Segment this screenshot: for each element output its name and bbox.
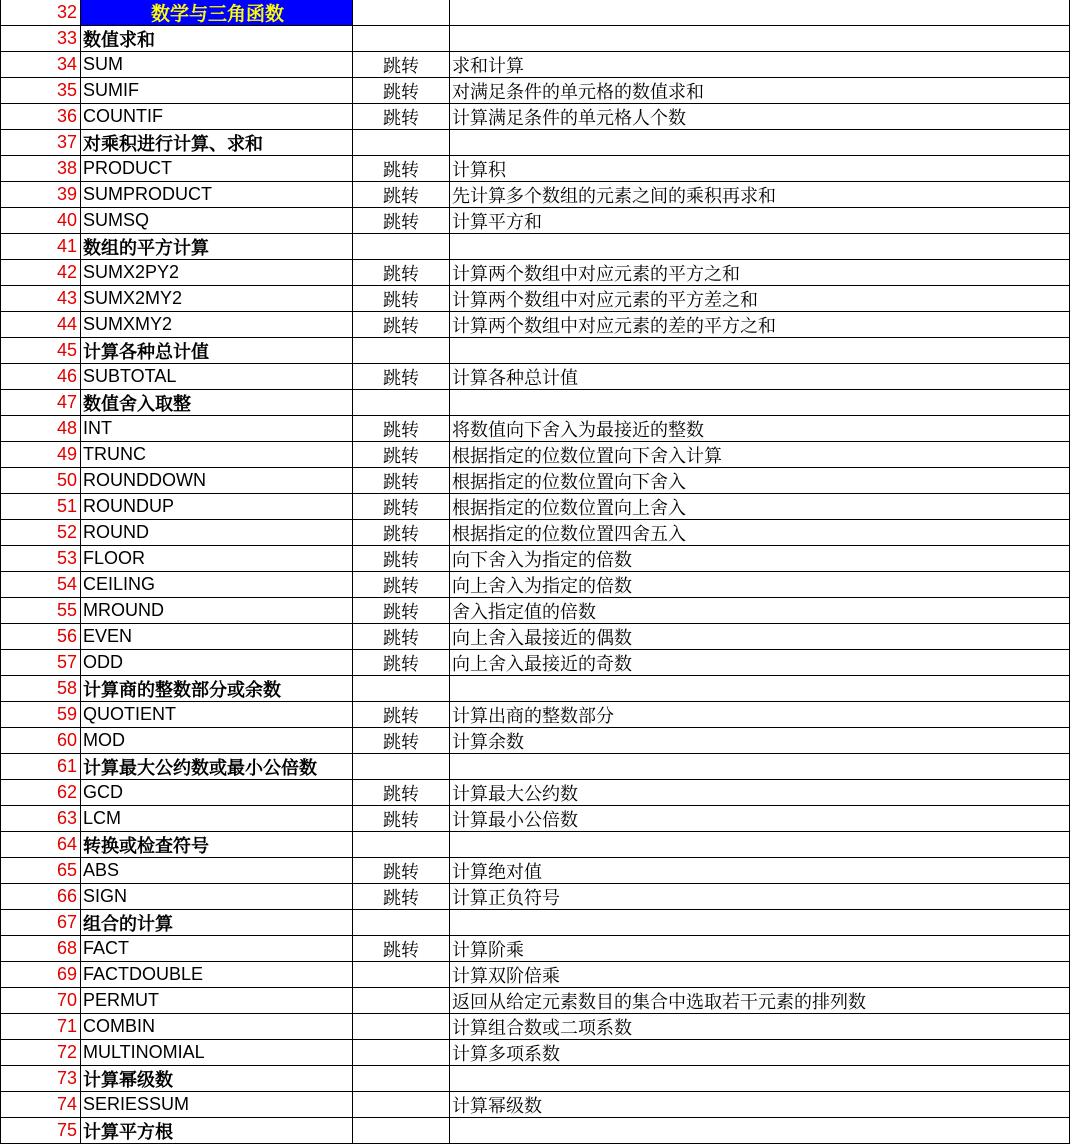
row-number: 64 (0, 832, 81, 858)
row-number: 61 (0, 754, 81, 780)
row-number: 44 (0, 312, 81, 338)
function-name-cell[interactable]: MOD (81, 728, 353, 754)
jump-link-cell[interactable]: 跳转 (353, 728, 450, 754)
function-name-cell[interactable]: SUMSQ (81, 208, 353, 234)
description-cell[interactable]: 先计算多个数组的元素之间的乘积再求和 (450, 182, 1070, 208)
category-row (0, 910, 1071, 936)
empty-cell[interactable] (353, 0, 450, 26)
row-number: 35 (0, 78, 81, 104)
category-row (0, 754, 1071, 780)
function-name-cell[interactable]: INT (81, 416, 353, 442)
jump-link-cell[interactable]: 跳转 (353, 702, 450, 728)
function-row (0, 1092, 1071, 1118)
jump-link-cell[interactable] (353, 234, 450, 260)
jump-link-cell[interactable] (353, 910, 450, 936)
row-number: 55 (0, 598, 81, 624)
description-cell[interactable] (450, 390, 1070, 416)
jump-link-cell[interactable]: 跳转 (353, 546, 450, 572)
function-row (0, 468, 1071, 494)
category-name-cell[interactable]: 计算各种总计值 (81, 338, 353, 364)
jump-link-cell[interactable]: 跳转 (353, 78, 450, 104)
description-cell[interactable] (450, 1118, 1070, 1144)
function-row (0, 104, 1071, 130)
description-cell[interactable]: 根据指定的位数位置向上舍入 (450, 494, 1070, 520)
function-row (0, 52, 1071, 78)
jump-link-cell[interactable]: 跳转 (353, 104, 450, 130)
jump-link-cell[interactable]: 跳转 (353, 442, 450, 468)
description-cell[interactable]: 求和计算 (450, 52, 1070, 78)
function-row (0, 806, 1071, 832)
function-row (0, 936, 1071, 962)
function-name-cell[interactable]: FACT (81, 936, 353, 962)
function-name-cell[interactable]: LCM (81, 806, 353, 832)
function-name-cell[interactable]: QUOTIENT (81, 702, 353, 728)
description-cell[interactable]: 根据指定的位数位置向下舍入计算 (450, 442, 1070, 468)
jump-link-cell[interactable]: 跳转 (353, 260, 450, 286)
description-cell[interactable]: 计算满足条件的单元格人个数 (450, 104, 1070, 130)
category-row (0, 390, 1071, 416)
function-row (0, 364, 1071, 390)
jump-link-cell[interactable]: 跳转 (353, 858, 450, 884)
function-row (0, 962, 1071, 988)
row-number: 65 (0, 858, 81, 884)
function-name-cell[interactable]: MULTINOMIAL (81, 1040, 353, 1066)
function-name-cell[interactable]: PRODUCT (81, 156, 353, 182)
row-number: 49 (0, 442, 81, 468)
description-cell[interactable]: 计算正负符号 (450, 884, 1070, 910)
row-number: 72 (0, 1040, 81, 1066)
jump-link-cell[interactable] (353, 676, 450, 702)
function-name-cell[interactable]: SUBTOTAL (81, 364, 353, 390)
function-name-cell[interactable]: SUMIF (81, 78, 353, 104)
description-cell[interactable]: 计算两个数组中对应元素的差的平方之和 (450, 312, 1070, 338)
jump-link-cell[interactable]: 跳转 (353, 52, 450, 78)
category-name-cell[interactable]: 计算幂级数 (81, 1066, 353, 1092)
jump-link-cell[interactable] (353, 338, 450, 364)
jump-link-cell[interactable]: 跳转 (353, 416, 450, 442)
function-row (0, 520, 1071, 546)
description-cell[interactable] (450, 910, 1070, 936)
row-number: 60 (0, 728, 81, 754)
jump-link-cell[interactable]: 跳转 (353, 182, 450, 208)
function-row (0, 546, 1071, 572)
jump-link-cell[interactable]: 跳转 (353, 364, 450, 390)
function-name-cell[interactable]: COUNTIF (81, 104, 353, 130)
function-name-cell[interactable]: TRUNC (81, 442, 353, 468)
row-number: 48 (0, 416, 81, 442)
function-row (0, 260, 1071, 286)
function-name-cell[interactable]: ODD (81, 650, 353, 676)
function-name-cell[interactable]: ROUNDDOWN (81, 468, 353, 494)
function-row (0, 624, 1071, 650)
description-cell[interactable]: 计算积 (450, 156, 1070, 182)
row-number: 66 (0, 884, 81, 910)
description-cell[interactable]: 计算幂级数 (450, 1092, 1070, 1118)
jump-link-cell[interactable] (353, 754, 450, 780)
jump-link-cell[interactable] (353, 1014, 450, 1040)
function-row (0, 208, 1071, 234)
function-row (0, 1040, 1071, 1066)
category-row (0, 832, 1071, 858)
function-name-cell[interactable]: SUMX2PY2 (81, 260, 353, 286)
function-name-cell[interactable]: CEILING (81, 572, 353, 598)
row-number: 62 (0, 780, 81, 806)
row-number: 58 (0, 676, 81, 702)
description-cell[interactable]: 计算平方和 (450, 208, 1070, 234)
description-cell[interactable] (450, 26, 1070, 52)
category-row (0, 234, 1071, 260)
row-number: 39 (0, 182, 81, 208)
jump-link-cell[interactable]: 跳转 (353, 780, 450, 806)
row-number: 74 (0, 1092, 81, 1118)
row-number: 43 (0, 286, 81, 312)
category-row (0, 338, 1071, 364)
description-cell[interactable]: 计算组合数或二项系数 (450, 1014, 1070, 1040)
function-name-cell[interactable]: ABS (81, 858, 353, 884)
jump-link-cell[interactable]: 跳转 (353, 468, 450, 494)
row-number: 46 (0, 364, 81, 390)
description-cell[interactable] (450, 130, 1070, 156)
jump-link-cell[interactable]: 跳转 (353, 286, 450, 312)
function-row (0, 650, 1071, 676)
category-name-cell[interactable]: 计算最大公约数或最小公倍数 (81, 754, 353, 780)
category-name-cell[interactable]: 计算商的整数部分或余数 (81, 676, 353, 702)
function-row (0, 1014, 1071, 1040)
category-name-cell[interactable]: 数值求和 (81, 26, 353, 52)
category-row (0, 130, 1071, 156)
function-row (0, 416, 1071, 442)
description-cell[interactable]: 计算多项系数 (450, 1040, 1070, 1066)
function-name-cell[interactable]: MROUND (81, 598, 353, 624)
row-number: 40 (0, 208, 81, 234)
jump-link-cell[interactable] (353, 988, 450, 1014)
function-name-cell[interactable]: SUM (81, 52, 353, 78)
function-name-cell[interactable]: SUMXMY2 (81, 312, 353, 338)
description-cell[interactable]: 向上舍入为指定的倍数 (450, 572, 1070, 598)
row-number: 59 (0, 702, 81, 728)
description-cell[interactable] (450, 338, 1070, 364)
jump-link-cell[interactable]: 跳转 (353, 312, 450, 338)
jump-link-cell[interactable]: 跳转 (353, 936, 450, 962)
description-cell[interactable]: 根据指定的位数位置向下舍入 (450, 468, 1070, 494)
jump-link-cell[interactable] (353, 1092, 450, 1118)
row-number: 71 (0, 1014, 81, 1040)
function-row (0, 156, 1071, 182)
jump-link-cell[interactable] (353, 832, 450, 858)
description-cell[interactable]: 向上舍入最接近的奇数 (450, 650, 1070, 676)
row-number: 41 (0, 234, 81, 260)
jump-link-cell[interactable]: 跳转 (353, 598, 450, 624)
function-name-cell[interactable]: GCD (81, 780, 353, 806)
description-cell[interactable] (450, 676, 1070, 702)
row-number: 32 (0, 0, 81, 26)
description-cell[interactable] (450, 754, 1070, 780)
row-number: 54 (0, 572, 81, 598)
row-number: 57 (0, 650, 81, 676)
description-cell[interactable]: 计算各种总计值 (450, 364, 1070, 390)
function-row (0, 858, 1071, 884)
function-name-cell[interactable]: SERIESSUM (81, 1092, 353, 1118)
function-row (0, 442, 1071, 468)
function-row (0, 572, 1071, 598)
category-name-cell[interactable]: 对乘积进行计算、求和 (81, 130, 353, 156)
jump-link-cell[interactable]: 跳转 (353, 884, 450, 910)
jump-link-cell[interactable] (353, 26, 450, 52)
function-row (0, 598, 1071, 624)
function-name-cell[interactable]: PERMUT (81, 988, 353, 1014)
function-row (0, 312, 1071, 338)
category-row (0, 676, 1071, 702)
description-cell[interactable]: 计算两个数组中对应元素的平方之和 (450, 260, 1070, 286)
function-name-cell[interactable]: FACTDOUBLE (81, 962, 353, 988)
jump-link-cell[interactable]: 跳转 (353, 208, 450, 234)
section-title-cell[interactable]: 数学与三角函数 (81, 0, 353, 26)
category-name-cell[interactable]: 计算平方根 (81, 1118, 353, 1144)
function-name-cell[interactable]: COMBIN (81, 1014, 353, 1040)
function-row (0, 494, 1071, 520)
function-name-cell[interactable]: ROUND (81, 520, 353, 546)
description-cell[interactable] (450, 234, 1070, 260)
jump-link-cell[interactable]: 跳转 (353, 806, 450, 832)
category-name-cell[interactable]: 数值舍入取整 (81, 390, 353, 416)
row-number: 50 (0, 468, 81, 494)
function-row (0, 988, 1071, 1014)
jump-link-cell[interactable]: 跳转 (353, 156, 450, 182)
description-cell[interactable]: 计算两个数组中对应元素的平方差之和 (450, 286, 1070, 312)
jump-link-cell[interactable] (353, 1066, 450, 1092)
description-cell[interactable]: 将数值向下舍入为最接近的整数 (450, 416, 1070, 442)
header-row (0, 0, 1071, 26)
jump-link-cell[interactable]: 跳转 (353, 520, 450, 546)
description-cell[interactable]: 计算出商的整数部分 (450, 702, 1070, 728)
jump-link-cell[interactable]: 跳转 (353, 572, 450, 598)
category-name-cell[interactable]: 转换或检查符号 (81, 832, 353, 858)
function-name-cell[interactable]: FLOOR (81, 546, 353, 572)
jump-link-cell[interactable] (353, 130, 450, 156)
empty-cell[interactable] (450, 0, 1070, 26)
category-name-cell[interactable]: 数组的平方计算 (81, 234, 353, 260)
description-cell[interactable]: 计算余数 (450, 728, 1070, 754)
function-name-cell[interactable]: SUMPRODUCT (81, 182, 353, 208)
row-number: 56 (0, 624, 81, 650)
category-row (0, 1066, 1071, 1092)
description-cell[interactable]: 计算绝对值 (450, 858, 1070, 884)
description-cell[interactable]: 对满足条件的单元格的数值求和 (450, 78, 1070, 104)
jump-link-cell[interactable] (353, 1040, 450, 1066)
jump-link-cell[interactable] (353, 390, 450, 416)
function-name-cell[interactable]: ROUNDUP (81, 494, 353, 520)
row-number: 42 (0, 260, 81, 286)
row-number: 75 (0, 1118, 81, 1144)
row-number: 33 (0, 26, 81, 52)
row-number: 69 (0, 962, 81, 988)
category-name-cell[interactable]: 组合的计算 (81, 910, 353, 936)
description-cell[interactable]: 计算最小公倍数 (450, 806, 1070, 832)
function-row (0, 182, 1071, 208)
function-row (0, 780, 1071, 806)
row-number: 45 (0, 338, 81, 364)
description-cell[interactable] (450, 832, 1070, 858)
row-number: 67 (0, 910, 81, 936)
function-name-cell[interactable]: EVEN (81, 624, 353, 650)
row-number: 36 (0, 104, 81, 130)
function-name-cell[interactable]: SUMX2MY2 (81, 286, 353, 312)
row-number: 38 (0, 156, 81, 182)
description-cell[interactable]: 返回从给定元素数目的集合中选取若干元素的排列数 (450, 988, 1070, 1014)
row-number: 47 (0, 390, 81, 416)
jump-link-cell[interactable]: 跳转 (353, 650, 450, 676)
description-cell[interactable]: 计算阶乘 (450, 936, 1070, 962)
row-number: 34 (0, 52, 81, 78)
row-number: 73 (0, 1066, 81, 1092)
row-number: 52 (0, 520, 81, 546)
function-row (0, 286, 1071, 312)
description-cell[interactable]: 向下舍入为指定的倍数 (450, 546, 1070, 572)
description-cell[interactable]: 计算最大公约数 (450, 780, 1070, 806)
row-number: 70 (0, 988, 81, 1014)
function-row (0, 884, 1071, 910)
category-row (0, 1118, 1071, 1144)
jump-link-cell[interactable]: 跳转 (353, 494, 450, 520)
row-number: 68 (0, 936, 81, 962)
function-name-cell[interactable]: SIGN (81, 884, 353, 910)
function-row (0, 78, 1071, 104)
description-cell[interactable]: 根据指定的位数位置四舍五入 (450, 520, 1070, 546)
function-row (0, 702, 1071, 728)
jump-link-cell[interactable] (353, 962, 450, 988)
description-cell[interactable]: 舍入指定值的倍数 (450, 598, 1070, 624)
row-number: 37 (0, 130, 81, 156)
jump-link-cell[interactable]: 跳转 (353, 624, 450, 650)
row-number: 63 (0, 806, 81, 832)
jump-link-cell[interactable] (353, 1118, 450, 1144)
row-number: 51 (0, 494, 81, 520)
category-row (0, 26, 1071, 52)
function-row (0, 728, 1071, 754)
description-cell[interactable]: 向上舍入最接近的偶数 (450, 624, 1070, 650)
row-number: 53 (0, 546, 81, 572)
description-cell[interactable]: 计算双阶倍乘 (450, 962, 1070, 988)
description-cell[interactable] (450, 1066, 1070, 1092)
